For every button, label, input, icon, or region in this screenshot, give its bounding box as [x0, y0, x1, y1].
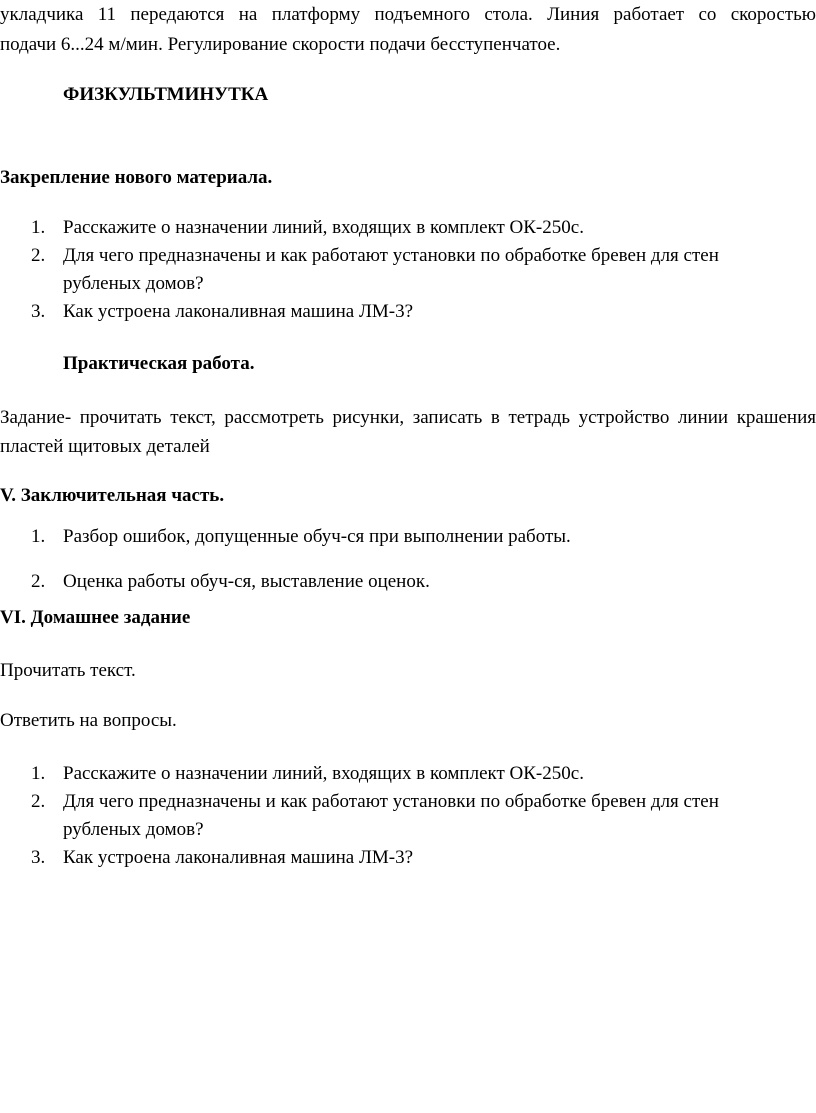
heading-zakreplenie: Закрепление нового материала.	[0, 167, 273, 188]
list-item	[0, 298, 800, 326]
task-text: Задание- прочитать текст, рассмотреть рисунки, записать в тетрадь устройство линии крашения пластей щитовых деталей	[0, 407, 816, 457]
homework-answer-questions: Ответить на вопросы.	[0, 710, 177, 731]
heading-fizkultminutka: ФИЗКУЛЬТМИНУТКА	[63, 84, 269, 105]
heading-practical-work: Практическая работа.	[63, 353, 255, 374]
heading-final-part: V. Заключительная часть.	[0, 485, 225, 506]
list-item	[0, 214, 800, 242]
list-item-text: Для чего предназначены и как работают установки по обработке бревен для стен рубленых домов?	[63, 791, 719, 840]
list-item-text: Расскажите о назначении линий, входящих в комплект ОК-250с.	[63, 217, 584, 238]
list-item-number: 1.	[31, 526, 46, 547]
list-item-text: Оценка работы обуч-ся, выставление оценок.	[63, 571, 430, 592]
list-item-text: Расскажите о назначении линий, входящих в комплект ОК-250с.	[63, 763, 584, 784]
list-item-number: 2.	[31, 791, 46, 812]
heading-homework: VI. Домашнее задание	[0, 607, 191, 628]
list-item	[0, 760, 800, 788]
list-item	[0, 844, 800, 872]
list-item	[0, 788, 800, 844]
homework-read-text: Прочитать текст.	[0, 660, 136, 681]
list-item-text: Как устроена лаконаливная машина ЛМ-3?	[63, 847, 413, 868]
list-item-text: Разбор ошибок, допущенные обуч-ся при выполнении работы.	[63, 526, 571, 547]
list-item-text: Как устроена лаконаливная машина ЛМ-3?	[63, 301, 413, 322]
list-item-number: 2.	[31, 245, 46, 266]
list-item-text: Для чего предназначены и как работают установки по обработке бревен для стен рубленых домов?	[63, 245, 719, 294]
list-item-number: 3.	[31, 301, 46, 322]
questions-list-2	[0, 760, 800, 872]
list-item-number: 1.	[31, 217, 46, 238]
list-item	[0, 523, 800, 551]
list-item-number: 2.	[31, 571, 46, 592]
intro-line-2: подачи 6...24 м/мин. Регулирование скорости подачи бесступенчатое.	[0, 34, 561, 55]
intro-line-1: укладчика 11 передаются на платформу подъемного стола. Линия работает со скоростью	[0, 4, 816, 25]
list-item	[0, 242, 800, 298]
list-item	[0, 568, 800, 596]
final-part-list	[0, 523, 800, 596]
list-item-number: 3.	[31, 847, 46, 868]
list-item-number: 1.	[31, 763, 46, 784]
questions-list-1	[0, 214, 800, 326]
